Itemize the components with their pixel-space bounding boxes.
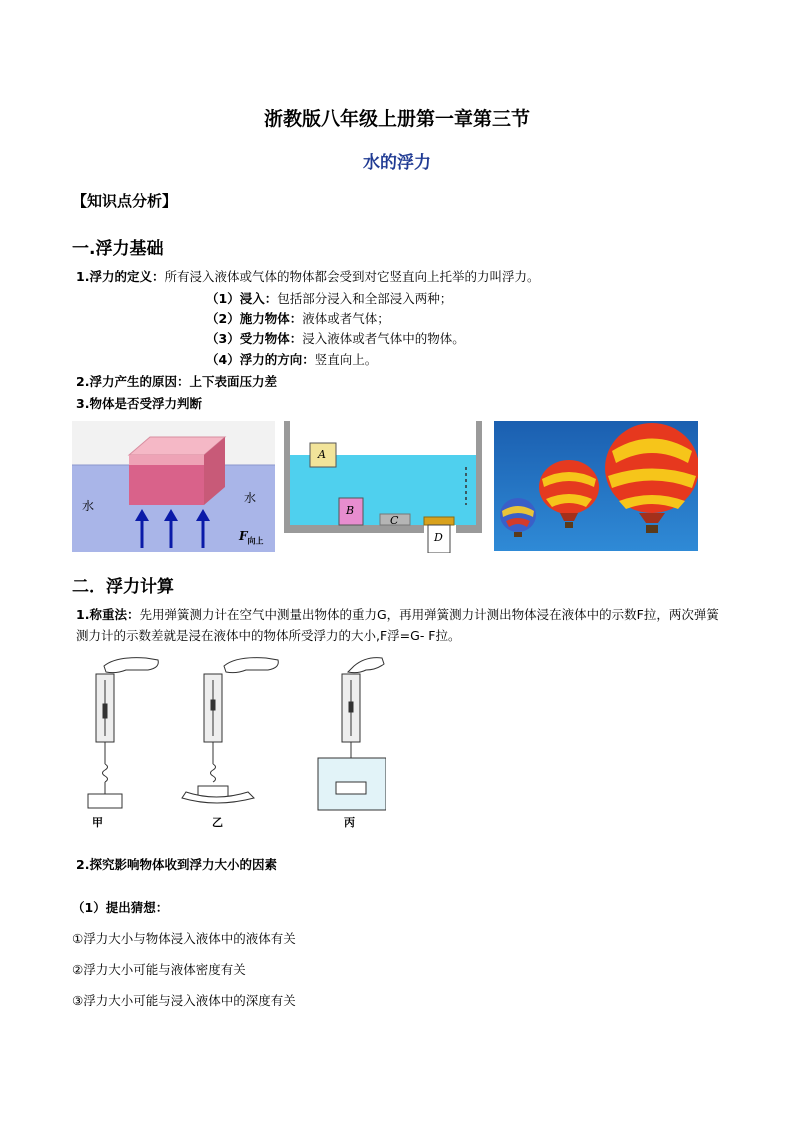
item-label: （4）浮力的方向： (206, 352, 315, 367)
tank-figure (282, 421, 482, 553)
item-text: 液体或者气体； (302, 311, 390, 326)
water-label-right: 水 (244, 491, 257, 505)
item-text: 包括部分浸入和全部浸入两种； (277, 291, 453, 306)
buoyancy-cube-figure (72, 421, 275, 552)
method-label: 1.称重法： (76, 607, 140, 622)
explore-heading: 2.探究影响物体收到浮力大小的因素 (76, 857, 277, 872)
method-text: 先用弹簧测力计在空气中测量出物体的重力G，再用弹簧测力计测出物体浸在液体中的示数F拉，两次弹簧测力计的示数差就是浸在液体中的物体所受浮力的大小,F浮=G- F拉。 (76, 607, 719, 643)
object-a-label: A (318, 448, 326, 461)
force-label: $F_{向上}$ (239, 529, 264, 546)
guess-item: ①浮力大小与物体浸入液体中的液体有关 (72, 931, 296, 946)
guess-label: （1）提出猜想： (72, 900, 169, 915)
caption-jia: 甲 (92, 816, 103, 829)
definition-text: 所有浸入液体或气体的物体都会受到对它竖直向上托举的力叫浮力。 (164, 269, 540, 284)
list-item (206, 329, 465, 347)
caption-yi: 乙 (212, 816, 223, 829)
definition-line (76, 267, 539, 285)
item-text: 浸入液体或者气体中的物体。 (302, 331, 465, 346)
cause-line: 2.浮力产生的原因：上下表面压力差 (76, 374, 277, 389)
item-text: 竖直向上。 (314, 352, 378, 367)
spring-scale-figures (76, 652, 386, 832)
list-item (206, 350, 377, 368)
list-item (206, 309, 390, 327)
section-tag: 【知识点分析】 (72, 192, 178, 210)
definition-label: 1.浮力的定义： (76, 269, 165, 284)
list-item (206, 289, 452, 307)
water-label-left: 水 (82, 499, 95, 513)
object-c-label: C (390, 514, 399, 527)
section-2-heading: 二．浮力计算 (72, 577, 174, 597)
item-label: （2）施力物体： (206, 311, 303, 326)
guess-item: ③浮力大小可能与浸入液体中的深度有关 (72, 993, 296, 1008)
caption-bing: 丙 (344, 816, 355, 829)
object-b-label: B (346, 504, 355, 517)
item-label: （1）浸入： (206, 291, 278, 306)
weighing-method-paragraph (76, 604, 726, 646)
document-subtitle: 水的浮力 (363, 153, 431, 173)
section-1-heading: 一.浮力基础 (72, 239, 164, 259)
judge-line: 3.物体是否受浮力判断 (76, 396, 202, 411)
hot-air-balloons-photo (494, 421, 698, 551)
item-label: （3）受力物体： (206, 331, 303, 346)
object-d-label: D (434, 531, 443, 544)
document-title: 浙教版八年级上册第一章第三节 (263, 108, 530, 130)
guess-item: ②浮力大小可能与液体密度有关 (72, 962, 246, 977)
